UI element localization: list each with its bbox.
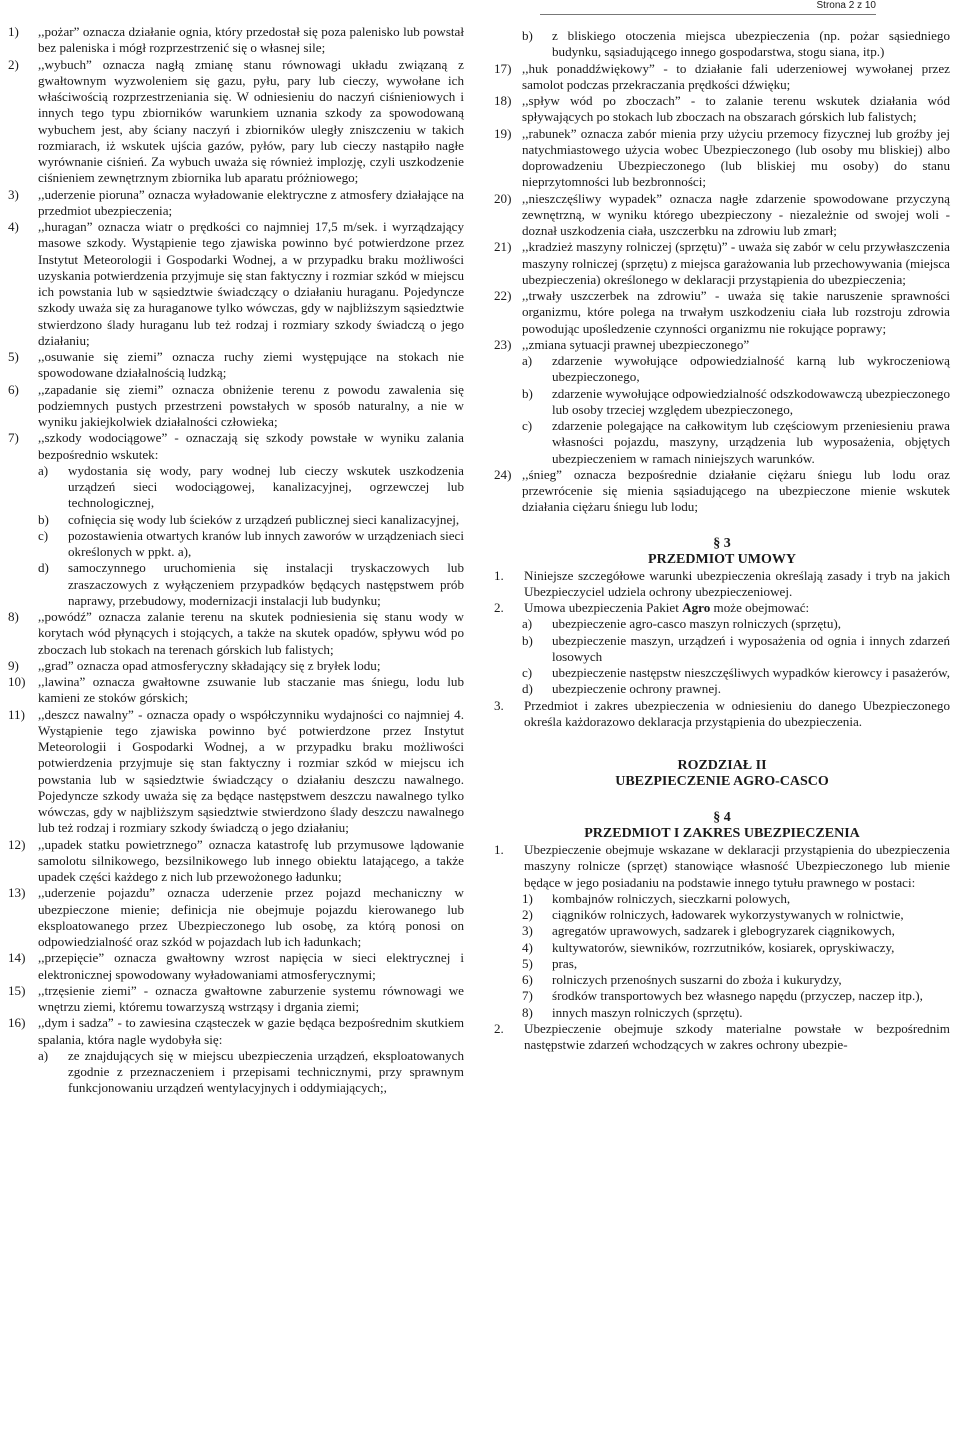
definition-item: 24) ,,śnieg” oznacza bezpośrednie działanie ciężaru śniegu lub lodu oraz przewrócenie się mienia sąsiadującego na ubezpieczone mienie wskutek działania ciężaru śniegu lub lodu; xyxy=(494,466,950,515)
chapter-title: UBEZPIECZENIE AGRO-CASCO xyxy=(615,774,829,789)
paragraph: 2. Ubezpieczenie obejmuje szkody materialne powstałe w bezpośrednim następstwie zdarzeń wchodzących w zakres ochrony ubezpie- xyxy=(494,1020,950,1052)
definition-item: 1) ,,pożar” oznacza działanie ognia, który przedostał się poza paleniskо lub powstał bez paleniska i mógł rozprzestrzenić się o własnej sile; xyxy=(8,24,464,56)
definition-item: 22) ,,trwały uszczerbek na zdrowiu” - uważa się takie naruszenie sprawności organizmu, które polega na trwałym uszkodzeniu ciała lub rozstroju zdrowia powodując upośledzenie czynności organizmu nie rokujące poprawy; xyxy=(494,288,950,336)
definition-item: 5) ,,osuwanie się ziemi” oznacza ruchy ziemi występujące na stokach nie spowodowane działalnością ludzką; xyxy=(8,349,464,381)
definition-item: 9) ,,grad” oznacza opad atmosferyczny składający się z bryłek lodu; xyxy=(8,657,381,673)
list-item: 2) ciągników rolniczych, ładowarek wykorzystywanych w rolnictwie, xyxy=(522,907,904,922)
page-number: Strona 2 z 10 xyxy=(816,0,876,11)
list-item: 4) kultywatorów, siewników, rozrzutników, kosiarek, opryskiwaczy, xyxy=(522,939,895,955)
chapter-number: ROZDZIAŁ II xyxy=(677,758,767,773)
sub-item: d) ubezpieczenie ochrony prawnej. xyxy=(522,681,722,697)
right-column xyxy=(494,28,950,1053)
paragraph: 3. Przedmiot i zakres ubezpieczenia w odniesieniu do danego Ubezpieczonego określa każdorazowo deklaracja przystąpienia do ubezpieczenia. xyxy=(494,697,950,729)
definition-item: 23) ,,zmiana sytuacji prawnej ubezpieczonego” xyxy=(494,336,750,352)
list-item: 8) innych maszyn rolniczych (sprzętu). xyxy=(522,1004,743,1020)
definition-item: 7) ,,szkody wodociągowe” - oznaczają się szkody powstałe w wyniku zalania bezpośrednio wskutek: xyxy=(8,430,464,462)
list-item: 7) środków transportowych bez własnego napędu (przyczep, naczep itp.), xyxy=(522,988,923,1004)
sub-item: a) ze znajdujących się w miejscu ubezpieczenia urządzeń, eksploatowanych zgodnie z przeznaczeniem i przepisami technicznymi, przy sprawnym funkcjonowaniu urządzeń wentylacyjnych i oddymiających;, xyxy=(38,1047,464,1096)
sub-item: b) zdarzenie wywołujące odpowiedzialność odszkodowawczą ubezpieczonego lub osoby trzeciej względem ubezpieczonego, xyxy=(522,385,950,417)
definition-item: 17) ,,huk ponaddźwiękowy” - to działanie fali uderzeniowej wywołanej przez samolot podczas przekraczania prędkości dźwięku; xyxy=(494,60,950,92)
definition-item: 13) ,,uderzenie pojazdu” oznacza uderzenie przez pojazd mechaniczny w ubezpieczone mienie; definicja nie obejmuje pojazdu kierowanego lub eksploatowanego przez Ubezpieczonego lub osobę, za którą ponosi on odpowiedzialność oraz szkód w pojazdach lub ich ładunkach; xyxy=(8,885,464,949)
sub-item: c) ubezpieczenie następstw nieszczęśliwych wypadków kierowcy i pasażerów, xyxy=(522,665,950,680)
sub-item: c) pozostawienia otwartych kranów lub innych zaworów w urządzeniach sieci określonych w ppkt. a), xyxy=(38,527,464,559)
definition-item: 10) ,,lawina” oznacza gwałtowne zsuwanie lub staczanie mas śniegu, lodu lub kamieni ze stoków górskich; xyxy=(8,674,464,706)
definition-item: 21) ,,kradzież maszyny rolniczej (sprzętu)” - uważa się zabór w celu przywłaszczenia maszyny rolniczej (sprzętu) z miejsca garażowania lub przechowywania (miejsca ubezpieczenia) określonego w deklaracji przystąpienia do ubezpieczenia; xyxy=(494,239,950,287)
paragraph: 2. Umowa ubezpieczenia Pakiet Agro może obejmować: xyxy=(494,600,810,615)
list-item: 5) pras, xyxy=(522,955,578,971)
definition-item: 16) ,,dym i sadza” - to zawiesina cząsteczek w gazie będąca bezpośrednim skutkiem spalania, która nagle wydobyła się: xyxy=(8,1015,464,1047)
list-item: 1) kombajnów rolniczych, sieczkarni polowych, xyxy=(522,890,791,906)
definition-item: 6) ,,zapadanie się ziemi” oznacza obniżenie terenu z powodu zawalenia się podziemnych pustych przestrzeni powstałych w sposób naturalny, a nie w wyniku jakiejkolwiek działalności człowieka; xyxy=(8,381,464,429)
definition-item: 18) ,,spływ wód po zboczach” - to zalanie terenu wskutek działania wód spływających po stokach lub zboczach na obszarach górskich lub falistych; xyxy=(494,93,950,125)
section-title: PRZEDMIOT I ZAKRES UBEZPIECZENIA xyxy=(584,826,860,841)
definition-item: 4) ,,huragan” oznacza wiatr o prędkości co najmniej 17,5 m/sek. i wyrządzający masowe szkody. Wystąpienie tego zjawiska powinno być potwierdzone przez Instytut Meteorologii i Gospodarki Wodnej, a w przypadku braku możliwości uzyskania potwierdzenia przyjmuje się stan faktyczny i rozmiar szkód w miejscu ich powstania lub w sąsiedztwie świadczący o działaniu huraganu. Pojedyncze szkody uważa się za huraganowe tylko wówczas, gdy w najbliższym sąsiedztwie stwierdzono ślady huraganu lub też rodzaj i rozmiary szkody świadczą o jego działaniu; xyxy=(8,219,464,348)
sub-item: a) wydostania się wody, pary wodnej lub cieczy wskutek uszkodzenia urządzeń sieci wodociągowej, kanalizacyjnej, ogrzewczej lub technologicznej, xyxy=(38,462,464,511)
sub-item: a) zdarzenie wywołujące odpowiedzialność karną lub wykroczeniową ubezpieczonego, xyxy=(522,353,950,385)
section-title: PRZEDMIOT UMOWY xyxy=(648,551,796,567)
sub-item: b) ubezpieczenie maszyn, urządzeń i wyposażenia od ognia i innych zdarzeń losowych xyxy=(522,632,950,664)
definition-item: 20) ,,nieszczęśliwy wypadek” oznacza nagłe zdarzenie spowodowane przyczyną zewnętrzną, w wyniku którego ubezpieczony - niezależnie od swojej woli - doznał uszkodzenia ciała, uszczerbku na zdrowiu lub zmarł; xyxy=(494,190,950,238)
sub-item: c) zdarzenie polegające na całkowitym lub częściowym przeniesieniu prawa własności pojazdu, maszyny, urządzenia lub wyposażenia, objętych ubezpieczeniem w ramach niniejszych warunków. xyxy=(522,418,950,466)
paragraph: 1. Niniejsze szczegółowe warunki ubezpieczenia określają zasady i tryb na jakich Ubezpieczyciel udziela ochrony ubezpieczeniowej. xyxy=(494,567,950,599)
definition-item: 12) ,,upadek statku powietrznego” oznacza katastrofę lub przymusowe lądowanie samolotu silnikowego, bezsilnikowego lub innego obiektu latającego, a także upadek części każdego z nich lub przewożonego ładunku; xyxy=(8,836,464,884)
section-symbol: § 3 xyxy=(713,535,731,551)
page-header xyxy=(540,0,876,15)
list-item: 6) rolniczych przenośnych suszarni do zboża i kukurydzy, xyxy=(522,972,842,987)
definition-item: 3) ,,uderzenie pioruna” oznacza wyładowanie elektryczne z atmosfery działające na przedmiot ubezpieczenia; xyxy=(8,186,464,218)
sub-item: b) cofnięcia się wody lub ścieków z urządzeń publicznej sieci kanalizacyjnej, xyxy=(38,511,460,527)
paragraph: 1. Ubezpieczenie obejmuje wskazane w deklaracji przystąpienia do ubezpieczenia maszyny rolnicze (sprzęt) stanowiące własność Ubezpieczonego lub mienie będące w jego posiadaniu na podstawie innego tytułu prawnego w postaci: xyxy=(494,842,950,890)
definition-item: 15) ,,trzęsienie ziemi” - oznacza gwałtowne zaburzenie systemu równowagi we wnętrzu ziemi, któremu towarzyszą wstrząsy i drgania ziemi; xyxy=(8,982,464,1014)
section-symbol: § 4 xyxy=(713,810,731,825)
list-item: 3) agregatów uprawowych, sadzarek i glebogryzarek ciągnikowych, xyxy=(522,923,895,939)
definition-item: 2) ,,wybuch” oznacza nagłą zmianę stanu równowagi układu związaną z gwałtownym wyzwoleniem się gazu, pyłu, pary lub cieczy, wywołane ich właściwością rozprzestrzeniania się. W odniesieniu do naczyń ciśnieniowych i innych tego typu zbiorników warunkiem uznania szkody za spowodowaną wybuchem jest, aby ściany naczyń i zbiorników uległy zniszczeniu w takich rozmiarach, iż wskutek ujścia gazów, pyłów, pary lub cieczy nastąpiło nagłe wyrównanie ciśnień. Za wybuch uważa się również implozję, czyli uszkodzenie ciśnieniem zewnętrznym zbiornika lub aparatu próżniowego; xyxy=(8,56,464,186)
definition-item: 11) ,,deszcz nawalny” - oznacza opady o współczynniku wydajności co najmniej 4. Wystąpienie tego zjawiska powinno być potwierdzone przez Instytut Meteorologii i Gospodarki Wodnej, a w przypadku braku możliwości potwierdzenia przyjmuje się stan faktyczny i rozmiar szkód w miejscu ich powstania lub w sąsiedztwie świadczący o działaniu deszczu nawalnego. Pojedyncze szkody uważa się za będące następstwem deszczu nawalnego tylko wówczas, gdy w najbliższym sąsiedztwie stwierdzono ślady deszczu nawalnego lub też rodzaj i rozmiary szkody świadczą o jego działaniu; xyxy=(8,706,464,836)
left-column xyxy=(8,24,464,1097)
brand-name: Agro xyxy=(682,600,711,615)
sub-item: b) z bliskiego otoczenia miejsca ubezpieczenia (np. pożar sąsiedniego budynku, sąsiadującego innego gospodarstwa, stogu siana, itp.) xyxy=(522,28,950,60)
definition-item: 19) ,,rabunek” oznacza zabór mienia przy użyciu przemocy fizycznej lub groźby jej natychmiastowego użycia wobec Ubezpieczonego (lub osoby mu bliskiej) albo doprowadzeniu Ubezpieczonego (lub bliskiej mu osoby) do stanu nieprzytomności lub bezbronności; xyxy=(494,125,950,190)
definition-item: 8) ,,powódź” oznacza zalanie terenu na skutek podniesienia się stanu wody w korytach wód płynących i stojących, a także na skutek opadów, spływu wód po zboczach lub stokach na terenach górskich lub falistych; xyxy=(8,609,464,657)
sub-item: a) ubezpieczenie agro-casco maszyn rolniczych (sprzętu), xyxy=(522,616,842,632)
definition-item: 14) ,,przepięcie” oznacza gwałtowny wzrost napięcia w sieci elektrycznej i elektronicznej spowodowany wyładowaniami atmosferycznymi; xyxy=(8,950,464,982)
sub-item: d) samoczynnego uruchomienia się instalacji tryskaczowych lub zraszaczowych z wyłączeniem przypadków będących następstwem prób naprawy, przebudowy, modernizacji instalacji lub budynku; xyxy=(38,560,464,608)
